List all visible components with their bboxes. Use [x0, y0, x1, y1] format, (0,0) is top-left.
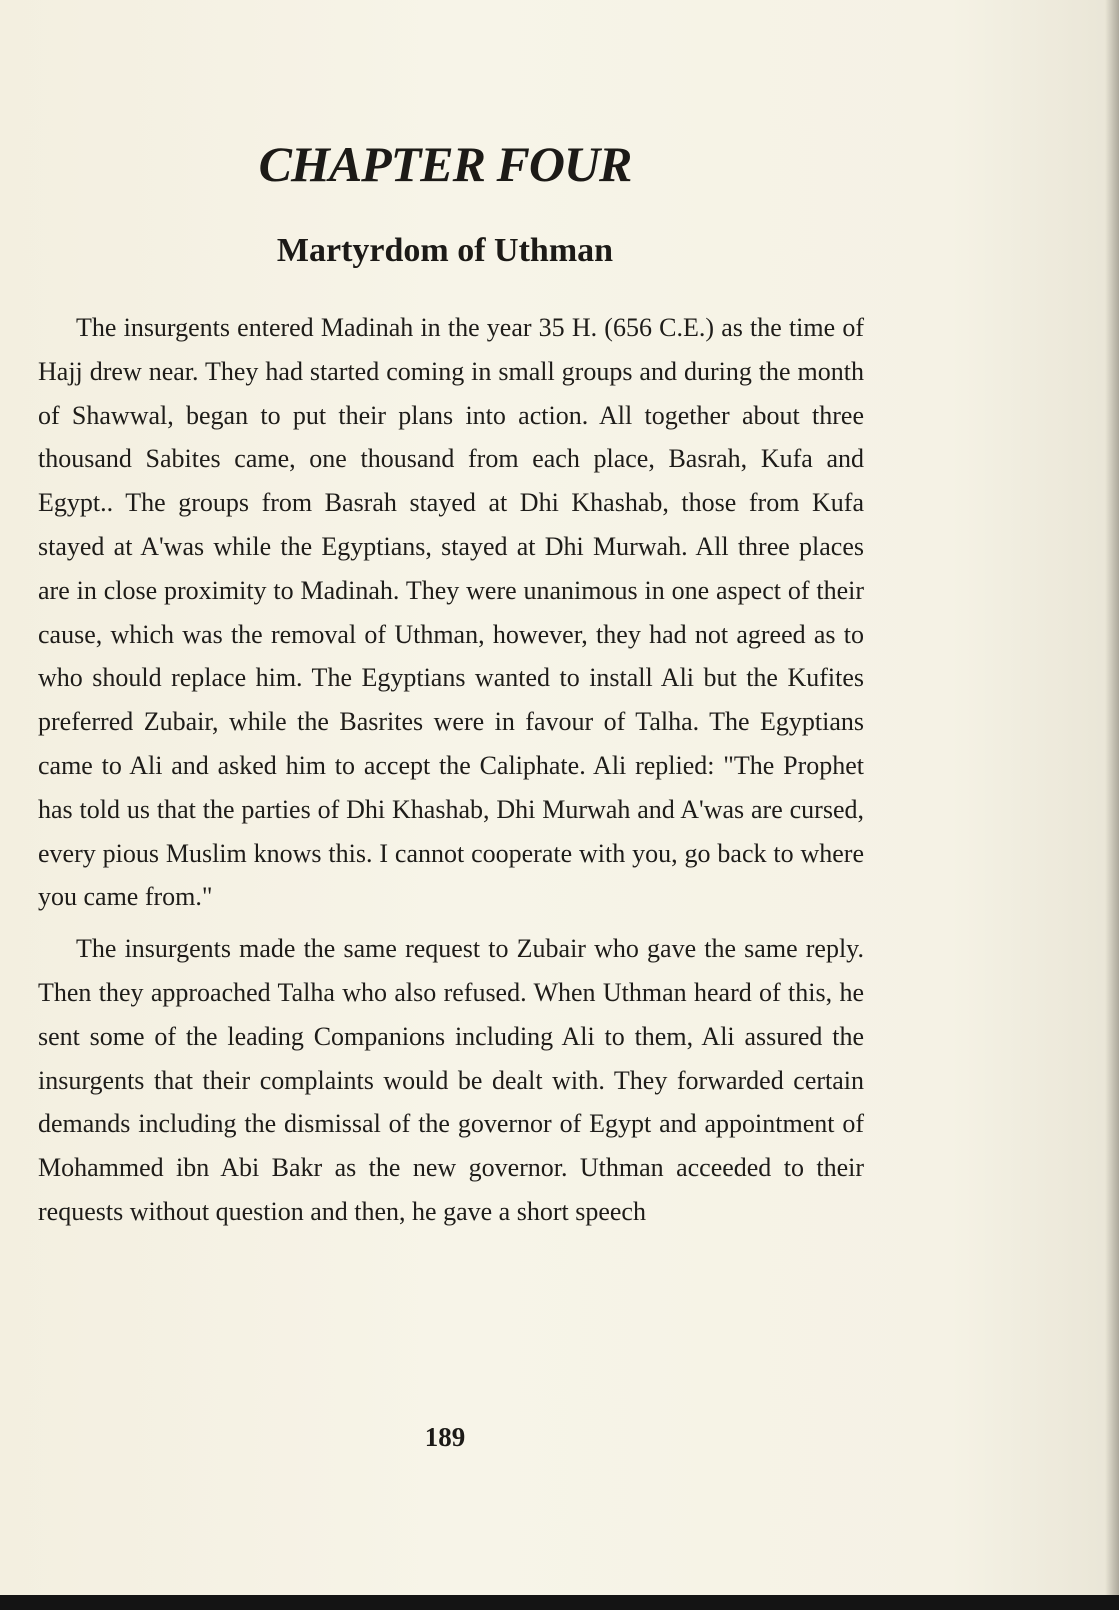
- scan-bottom-edge: [0, 1595, 1119, 1610]
- body-text: [38, 306, 864, 1234]
- page-gutter-shadow: [1105, 0, 1119, 1595]
- chapter-title: CHAPTER FOUR: [258, 136, 632, 192]
- page-number: 189: [424, 1422, 466, 1452]
- chapter-subtitle: Martyrdom of Uthman: [276, 232, 614, 269]
- paragraph-2: The insurgents made the same request to Zubair who gave the same reply. Then they approached Talha who also refused. When Uthman heard of this, he sent some of the leading Companions including Ali to them, Ali assured the insurgents that their complaints would be dealt with. They forwarded certain demands including the dismissal of the governor of Egypt and appointment of Mohammed ibn Abi Bakr as the new governor. Uthman acceeded to their requests without question and then, he gave a short speech: [38, 934, 864, 1226]
- paragraph-1: The insurgents entered Madinah in the year 35 H. (656 C.E.) as the time of Hajj drew near. They had started coming in small groups and during the month of Shawwal, began to put their plans into action. All together about three thousand Sabites came, one thousand from each place, Basrah, Kufa and Egypt.. The groups from Basrah stayed at Dhi Khashab, those from Kufa stayed at A'was while the Egyptians, stayed at Dhi Murwah. All three places are in close proximity to Madinah. They were unanimous in one aspect of their cause, which was the removal of Uthman, however, they had not agreed as to who should replace him. The Egyptians wanted to install Ali but the Kufites preferred Zubair, while the Basrites were in favour of Talha. The Egyptians came to Ali and asked him to accept the Caliphate. Ali replied: "The Prophet has told us that the parties of Dhi Khashab, Dhi Murwah and A'was are cursed, every pious Muslim knows this. I cannot cooperate with you, go back to where you came from.": [38, 313, 864, 912]
